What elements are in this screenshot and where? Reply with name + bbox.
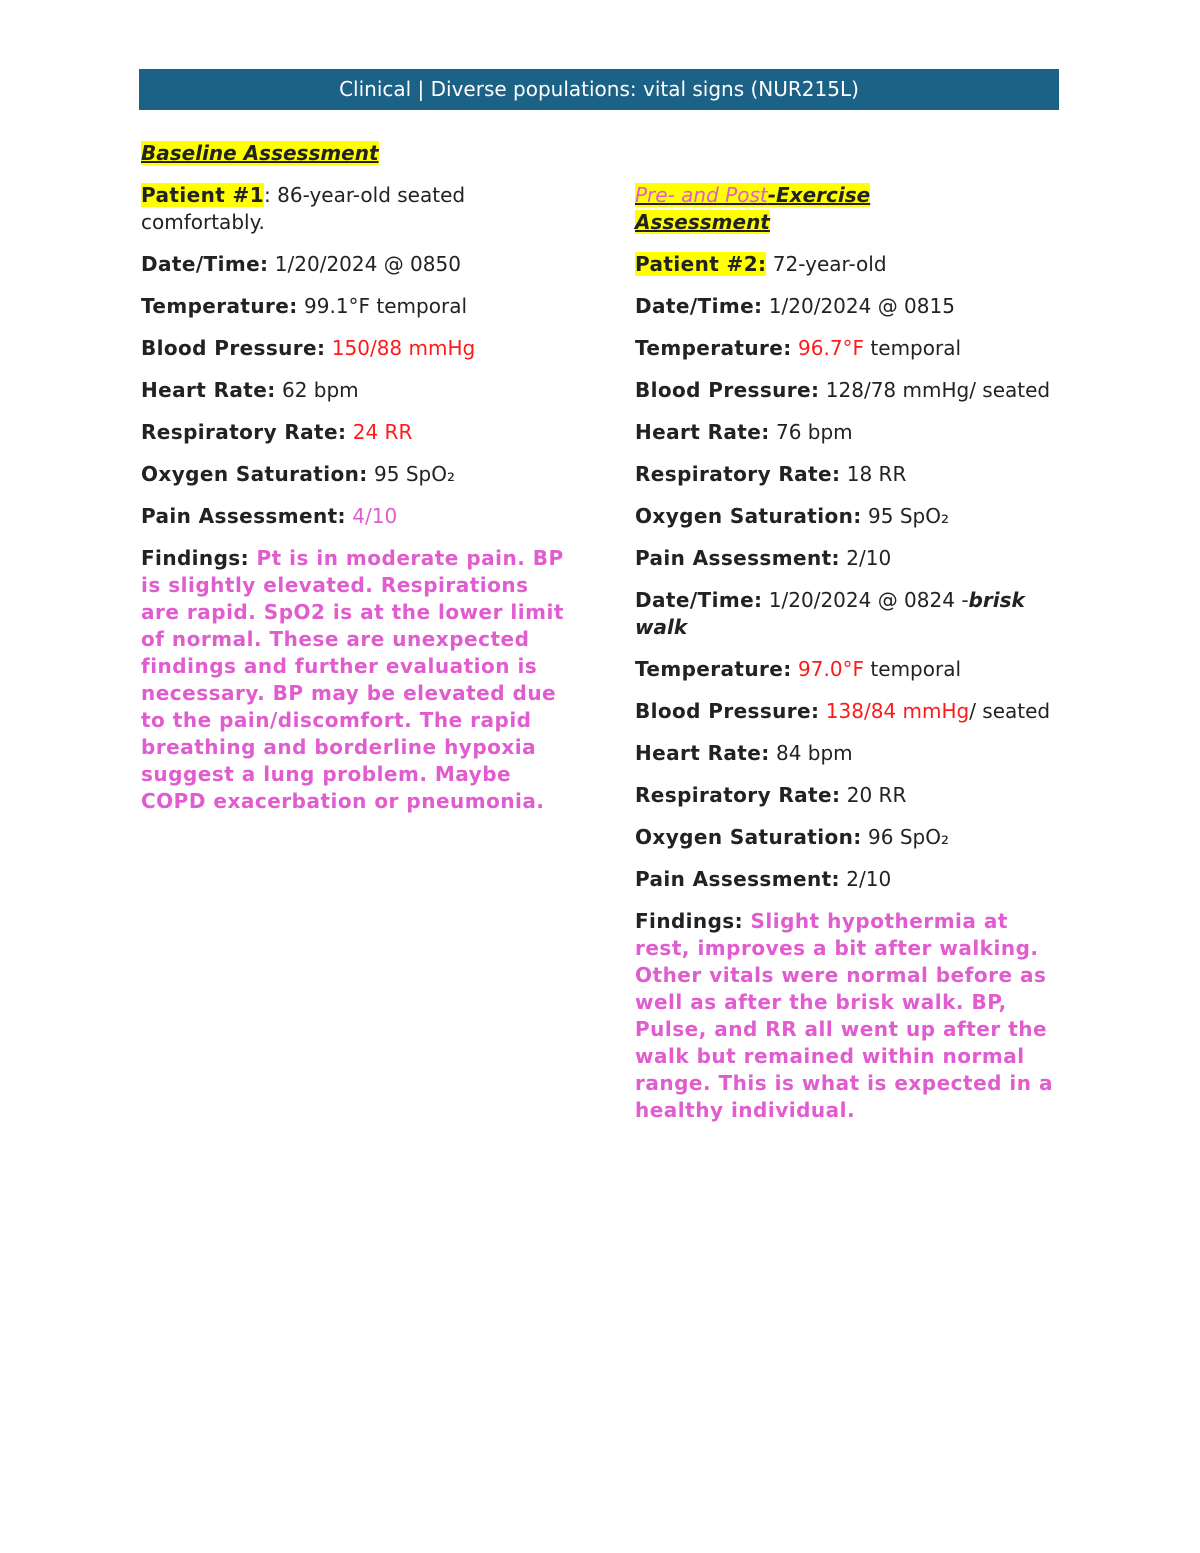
baseline-rr-line	[141, 419, 571, 446]
post-hr-value: 84 bpm	[769, 741, 853, 765]
post-temperature-line	[635, 656, 1065, 683]
post-rr-value: 20 RR	[840, 783, 907, 807]
bp-value: 150/88 mmHg	[325, 336, 476, 360]
post-bp-label: Blood Pressure:	[635, 699, 820, 723]
post-o2-label: Oxygen Saturation:	[635, 825, 862, 849]
baseline-datetime-line	[141, 251, 571, 278]
post-o2-value: 96 SpO₂	[861, 825, 950, 849]
patient-1-label: Patient #1	[141, 183, 265, 207]
pre-bp-value: 128/78 mmHg/ seated	[819, 378, 1051, 402]
baseline-temperature-line	[141, 293, 571, 320]
pre-hr-line	[635, 419, 1065, 446]
pre-datetime-label: Date/Time:	[635, 294, 763, 318]
exercise-title-part1: Pre- and Post	[635, 183, 768, 207]
patient-1-line	[141, 182, 571, 236]
baseline-findings	[141, 545, 571, 815]
pre-pain-value: 2/10	[839, 546, 892, 570]
pre-temperature-line	[635, 335, 1065, 362]
findings-text: Pt is in moderate pain. BP is slightly elevated. Respirations are rapid. SpO2 is at the lower limit of normal. These are unexpected findings and further evaluation is necessary. BP may be elevated due to the pain/discomfort. The rapid breathing and borderline hypoxia suggest a lung problem. Maybe COPD exacerbation or pneumonia.	[141, 546, 564, 813]
exercise-title-part3: Assessment	[635, 210, 770, 234]
post-hr-line	[635, 740, 1065, 767]
patient-2-desc: 72-year-old	[766, 252, 887, 276]
patient-2-line	[635, 251, 1065, 278]
exercise-findings	[635, 908, 1065, 1124]
exercise-findings-text: Slight hypothermia at rest, improves a bit after walking. Other vitals were normal before as well as after the brisk walk. BP, Pulse, and RR all went up after the walk but remained within normal range. This is what is expected in a healthy individual.	[635, 909, 1053, 1122]
patient-1-sep: :	[264, 183, 271, 207]
datetime-label: Date/Time:	[141, 252, 269, 276]
pre-o2-line	[635, 503, 1065, 530]
baseline-title-line	[141, 140, 571, 167]
baseline-o2-line	[141, 461, 571, 488]
hr-value: 62 bpm	[275, 378, 359, 402]
post-temperature-unit: temporal	[864, 657, 962, 681]
baseline-title: Baseline Assessment	[141, 141, 379, 165]
exercise-title	[635, 183, 870, 207]
pre-o2-label: Oxygen Saturation:	[635, 504, 862, 528]
post-pain-line	[635, 866, 1065, 893]
post-datetime-line	[635, 587, 1065, 641]
post-temperature-num: 97.0°F	[791, 657, 865, 681]
pre-datetime-line	[635, 293, 1065, 320]
pre-pain-line	[635, 545, 1065, 572]
rr-value: 24 RR	[346, 420, 413, 444]
document-header	[139, 69, 1059, 110]
patient-1-desc: 86-year-old seated comfortably.	[141, 183, 466, 234]
findings-label: Findings:	[141, 546, 249, 570]
exercise-findings-label: Findings:	[635, 909, 743, 933]
post-bp-line	[635, 698, 1065, 725]
header-title: Clinical | Diverse populations: vital signs (NUR215L)	[339, 77, 859, 101]
pre-hr-label: Heart Rate:	[635, 420, 770, 444]
post-hr-label: Heart Rate:	[635, 741, 770, 765]
patient-2-label: Patient #2:	[635, 252, 767, 276]
post-pain-value: 2/10	[839, 867, 892, 891]
o2-value: 95 SpO₂	[367, 462, 456, 486]
post-datetime-label: Date/Time:	[635, 588, 763, 612]
temperature-label: Temperature:	[141, 294, 298, 318]
o2-label: Oxygen Saturation:	[141, 462, 368, 486]
temperature-value: 99.1°F temporal	[297, 294, 468, 318]
exercise-assessment-column	[635, 182, 1065, 1139]
post-temperature-label: Temperature:	[635, 657, 792, 681]
pre-pain-label: Pain Assessment:	[635, 546, 840, 570]
pre-datetime-value: 1/20/2024 @ 0815	[762, 294, 955, 318]
post-bp-num: 138/84 mmHg	[819, 699, 970, 723]
pre-temperature-num: 96.7°F	[791, 336, 865, 360]
post-o2-line	[635, 824, 1065, 851]
baseline-assessment-column	[141, 140, 571, 830]
pre-bp-label: Blood Pressure:	[635, 378, 820, 402]
bp-label: Blood Pressure:	[141, 336, 326, 360]
post-rr-line	[635, 782, 1065, 809]
baseline-pain-line	[141, 503, 571, 530]
exercise-title-line	[635, 182, 1065, 236]
post-bp-suffix: / seated	[969, 699, 1051, 723]
pre-o2-value: 95 SpO₂	[861, 504, 950, 528]
pre-rr-line	[635, 461, 1065, 488]
pre-hr-value: 76 bpm	[769, 420, 853, 444]
baseline-hr-line	[141, 377, 571, 404]
post-rr-label: Respiratory Rate:	[635, 783, 841, 807]
post-datetime-value: 1/20/2024 @ 0824 -	[762, 588, 969, 612]
pre-rr-label: Respiratory Rate:	[635, 462, 841, 486]
baseline-bp-line	[141, 335, 571, 362]
rr-label: Respiratory Rate:	[141, 420, 347, 444]
post-datetime-note: brisk walk	[635, 588, 1025, 639]
post-pain-label: Pain Assessment:	[635, 867, 840, 891]
exercise-title-part2: -Exercise	[767, 183, 871, 207]
pain-label: Pain Assessment:	[141, 504, 346, 528]
pre-temperature-label: Temperature:	[635, 336, 792, 360]
datetime-value: 1/20/2024 @ 0850	[268, 252, 461, 276]
pre-bp-line	[635, 377, 1065, 404]
pre-temperature-unit: temporal	[864, 336, 962, 360]
pre-rr-value: 18 RR	[840, 462, 907, 486]
hr-label: Heart Rate:	[141, 378, 276, 402]
pain-value: 4/10	[345, 504, 398, 528]
